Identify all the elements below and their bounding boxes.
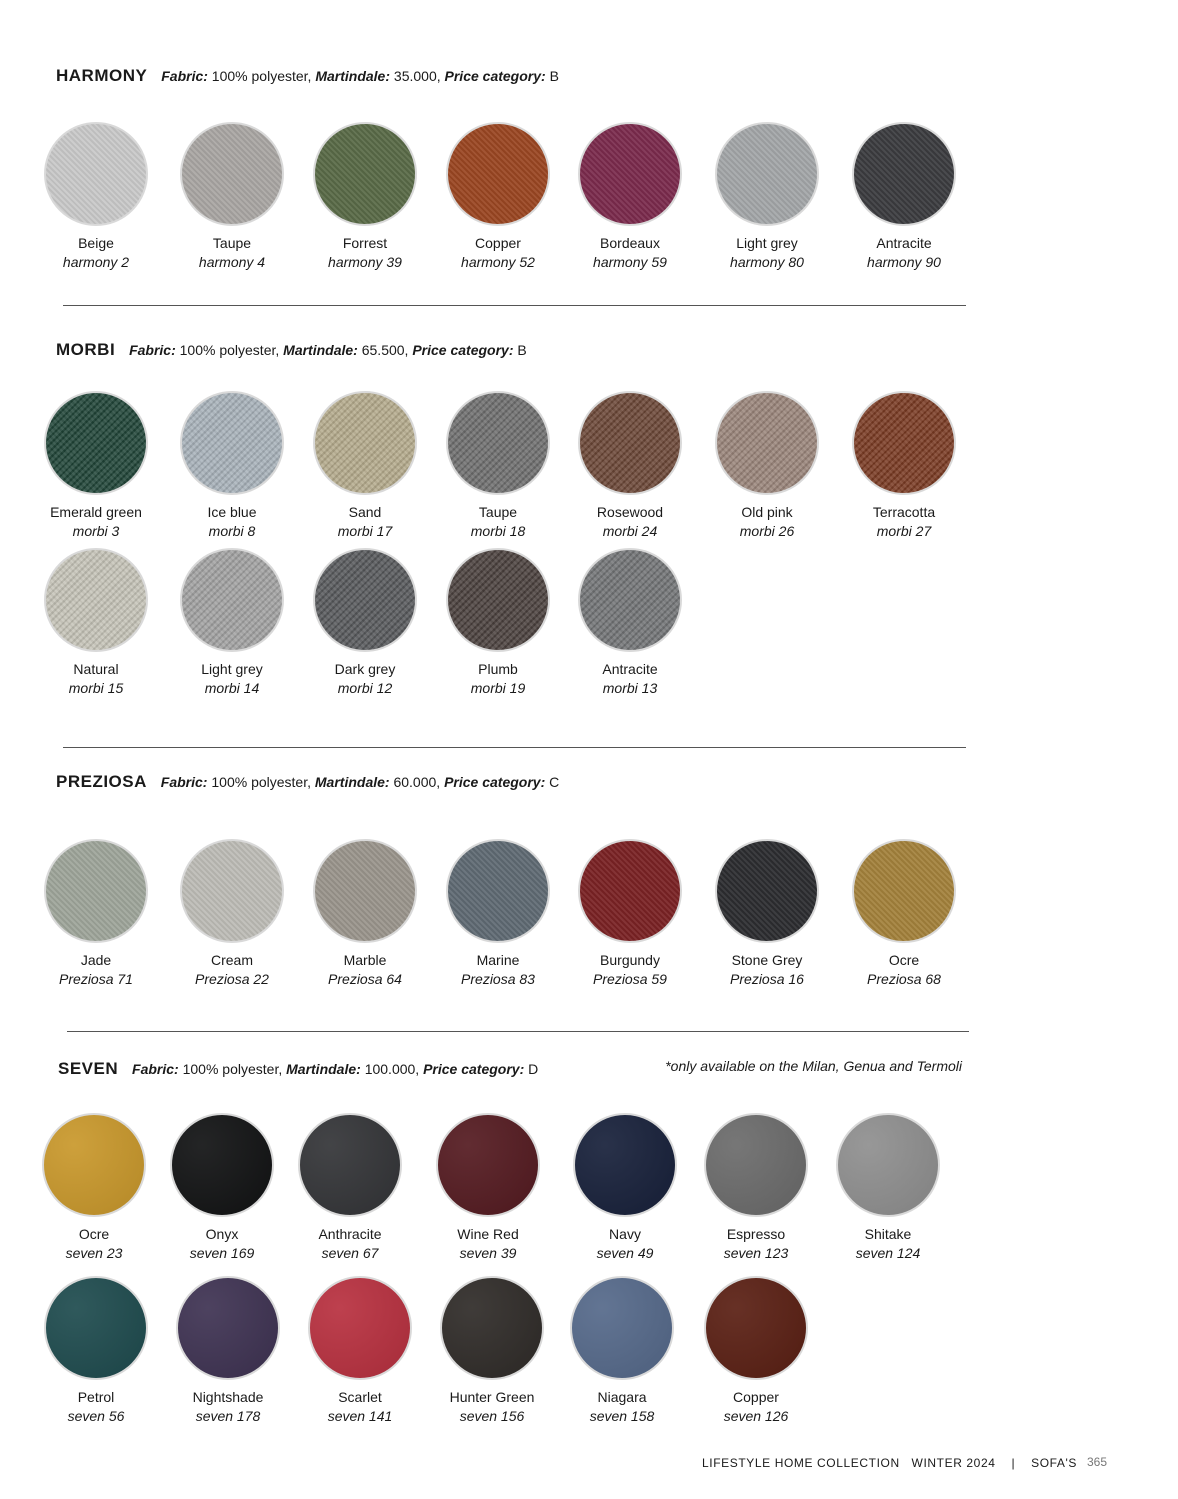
swatch-code: Preziosa 16 — [730, 971, 804, 987]
section-title: HARMONY — [56, 66, 148, 85]
swatch-label: Jade — [80, 952, 112, 968]
swatch-code: morbi 14 — [204, 680, 260, 696]
swatch-label: Natural — [73, 661, 119, 677]
swatch-label: Marine — [476, 952, 520, 968]
color-swatch — [697, 122, 837, 271]
fabric-label: Fabric: — [161, 68, 208, 84]
fabric-swatch-circle — [308, 1276, 412, 1380]
color-swatch — [428, 548, 568, 697]
color-swatch — [290, 1276, 430, 1425]
swatch-label: Terracotta — [872, 504, 936, 520]
martindale-value: 100.000, — [360, 1061, 424, 1077]
swatch-label: Taupe — [212, 235, 252, 251]
price-value: C — [545, 774, 560, 790]
color-swatch — [697, 839, 837, 988]
footer-collection: LIFESTYLE HOME COLLECTION — [702, 1456, 900, 1470]
fabric-swatch-circle — [578, 839, 682, 943]
swatch-code: Preziosa 64 — [328, 971, 402, 987]
swatch-code: seven 156 — [459, 1408, 525, 1424]
swatch-label: Copper — [733, 1389, 779, 1405]
swatch-code: harmony 80 — [730, 254, 804, 270]
swatch-code: seven 123 — [723, 1245, 789, 1261]
fabric-label: Fabric: — [160, 774, 208, 790]
color-swatch — [422, 1276, 562, 1425]
color-swatch — [26, 1276, 166, 1425]
swatch-code: seven 124 — [855, 1245, 921, 1261]
fabric-swatch-circle — [446, 122, 550, 226]
swatch-label: Burgundy — [600, 952, 660, 968]
swatch-label: Bordeaux — [600, 235, 660, 251]
martindale-value: 65.500, — [357, 342, 413, 358]
fabric-swatch-circle — [42, 1113, 146, 1217]
section-divider — [63, 305, 966, 306]
color-swatch — [560, 839, 700, 988]
swatch-label: Marble — [343, 952, 387, 968]
fabric-swatch-circle — [715, 122, 819, 226]
swatch-label: Anthracite — [318, 1226, 382, 1242]
color-swatch — [152, 1113, 292, 1262]
fabric-value: 100% polyester, — [175, 342, 284, 358]
fabric-swatch-circle — [180, 839, 284, 943]
color-swatch — [418, 1113, 558, 1262]
swatch-label: Taupe — [478, 504, 518, 520]
price-label: Price category: — [444, 774, 546, 790]
martindale-label: Martindale: — [286, 1061, 361, 1077]
color-swatch — [428, 122, 568, 271]
fabric-swatch-circle — [446, 391, 550, 495]
color-swatch — [560, 122, 700, 271]
color-swatch — [295, 122, 435, 271]
swatch-label: Dark grey — [334, 661, 396, 677]
swatch-label: Ocre — [78, 1226, 110, 1242]
swatch-code: seven 158 — [589, 1408, 655, 1424]
fabric-swatch-circle — [704, 1276, 808, 1380]
fabric-swatch-circle — [44, 839, 148, 943]
swatch-code: morbi 3 — [72, 523, 120, 539]
fabric-swatch-circle — [852, 839, 956, 943]
fabric-swatch-circle — [446, 548, 550, 652]
color-swatch — [162, 839, 302, 988]
swatch-label: Cream — [210, 952, 253, 968]
color-swatch — [552, 1276, 692, 1425]
swatch-code: Preziosa 71 — [59, 971, 133, 987]
color-swatch — [26, 548, 166, 697]
swatch-label: Nightshade — [192, 1389, 264, 1405]
swatch-label: Scarlet — [338, 1389, 382, 1405]
swatch-code: harmony 2 — [62, 254, 130, 270]
color-swatch — [295, 839, 435, 988]
section-divider — [63, 747, 966, 748]
swatch-label: Beige — [78, 235, 114, 251]
color-swatch — [834, 391, 974, 540]
fabric-swatch-circle — [836, 1113, 940, 1217]
swatch-code: morbi 19 — [470, 680, 526, 696]
swatch-label: Ocre — [888, 952, 920, 968]
color-swatch — [428, 391, 568, 540]
fabric-swatch-circle — [715, 839, 819, 943]
swatch-code: morbi 13 — [602, 680, 658, 696]
color-swatch — [26, 839, 166, 988]
color-swatch — [280, 1113, 420, 1262]
swatch-code: seven 23 — [65, 1245, 123, 1261]
swatch-code: morbi 8 — [208, 523, 256, 539]
price-label: Price category: — [423, 1061, 525, 1077]
swatch-code: harmony 59 — [593, 254, 667, 270]
fabric-swatch-circle — [573, 1113, 677, 1217]
color-swatch — [560, 391, 700, 540]
fabric-value: 100% polyester, — [207, 68, 316, 84]
fabric-swatch-circle — [852, 122, 956, 226]
fabric-swatch-circle — [704, 1113, 808, 1217]
section-title: MORBI — [56, 340, 116, 359]
swatch-label: Light grey — [201, 661, 263, 677]
color-swatch — [295, 548, 435, 697]
swatch-code: seven 126 — [723, 1408, 789, 1424]
swatch-code: morbi 24 — [602, 523, 658, 539]
swatch-label: Antracite — [602, 661, 658, 677]
fabric-swatch-circle — [436, 1113, 540, 1217]
swatch-label: Plumb — [478, 661, 518, 677]
swatch-label: Wine Red — [457, 1226, 519, 1242]
price-value: B — [513, 342, 527, 358]
fabric-swatch-circle — [44, 1276, 148, 1380]
price-value: D — [524, 1061, 539, 1077]
color-swatch — [686, 1113, 826, 1262]
footer-separator: | — [1011, 1456, 1016, 1470]
color-swatch — [697, 391, 837, 540]
fabric-swatch-circle — [313, 839, 417, 943]
color-swatch — [162, 122, 302, 271]
swatch-code: seven 56 — [67, 1408, 125, 1424]
fabric-swatch-circle — [313, 391, 417, 495]
martindale-value: 35.000, — [390, 68, 445, 84]
swatch-label: Ice blue — [207, 504, 257, 520]
section-heading — [58, 1059, 538, 1079]
footer-category: SOFA'S — [1031, 1456, 1077, 1470]
fabric-swatch-circle — [44, 122, 148, 226]
fabric-swatch-circle — [852, 391, 956, 495]
fabric-swatch-circle — [313, 548, 417, 652]
swatch-label: Light grey — [736, 235, 798, 251]
swatch-label: Antracite — [876, 235, 932, 251]
swatch-code: seven 49 — [596, 1245, 654, 1261]
section-heading — [56, 340, 527, 360]
footer-season: WINTER 2024 — [911, 1456, 996, 1470]
fabric-swatch-circle — [440, 1276, 544, 1380]
swatch-label: Copper — [475, 235, 521, 251]
availability-note: *only available on the Milan, Genua and Termoli — [665, 1058, 962, 1074]
fabric-swatch-circle — [578, 391, 682, 495]
swatch-code: Preziosa 22 — [195, 971, 269, 987]
section-title: PREZIOSA — [56, 772, 147, 791]
fabric-swatch-circle — [578, 548, 682, 652]
swatch-code: harmony 4 — [198, 254, 266, 270]
swatch-code: Preziosa 83 — [461, 971, 535, 987]
swatch-code: Preziosa 68 — [867, 971, 941, 987]
swatch-label: Hunter Green — [449, 1389, 535, 1405]
swatch-code: harmony 52 — [461, 254, 535, 270]
fabric-swatch-circle — [180, 548, 284, 652]
fabric-swatch-circle — [446, 839, 550, 943]
fabric-swatch-circle — [298, 1113, 402, 1217]
fabric-swatch-circle — [578, 122, 682, 226]
color-swatch — [24, 1113, 164, 1262]
swatch-code: morbi 26 — [739, 523, 795, 539]
swatch-code: harmony 39 — [328, 254, 402, 270]
color-swatch — [295, 391, 435, 540]
fabric-label: Fabric: — [129, 342, 176, 358]
section-heading — [56, 66, 559, 86]
swatch-label: Niagara — [597, 1389, 647, 1405]
swatch-label: Shitake — [864, 1226, 912, 1242]
fabric-swatch-circle — [180, 391, 284, 495]
price-value: B — [545, 68, 559, 84]
price-label: Price category: — [412, 342, 514, 358]
swatch-code: seven 39 — [459, 1245, 517, 1261]
color-swatch — [26, 391, 166, 540]
swatch-code: morbi 12 — [337, 680, 393, 696]
swatch-label: Old pink — [741, 504, 793, 520]
martindale-label: Martindale: — [315, 68, 391, 84]
color-swatch — [834, 122, 974, 271]
fabric-swatch-circle — [313, 122, 417, 226]
swatch-code: seven 169 — [189, 1245, 255, 1261]
color-swatch — [834, 839, 974, 988]
color-swatch — [428, 839, 568, 988]
swatch-code: harmony 90 — [867, 254, 941, 270]
section-title: SEVEN — [58, 1059, 119, 1078]
page-number: 365 — [1087, 1455, 1108, 1469]
fabric-value: 100% polyester, — [178, 1061, 287, 1077]
swatch-label: Rosewood — [596, 504, 664, 520]
swatch-code: seven 141 — [327, 1408, 393, 1424]
section-divider — [67, 1031, 969, 1032]
color-swatch — [686, 1276, 826, 1425]
fabric-swatch-circle — [44, 548, 148, 652]
color-swatch — [26, 122, 166, 271]
swatch-code: seven 178 — [195, 1408, 261, 1424]
fabric-swatch-circle — [176, 1276, 280, 1380]
color-swatch — [560, 548, 700, 697]
swatch-label: Sand — [348, 504, 382, 520]
color-swatch — [162, 391, 302, 540]
fabric-swatch-circle — [570, 1276, 674, 1380]
martindale-label: Martindale: — [314, 774, 390, 790]
fabric-value: 100% polyester, — [207, 774, 315, 790]
fabric-swatch-circle — [170, 1113, 274, 1217]
color-swatch — [555, 1113, 695, 1262]
fabric-label: Fabric: — [132, 1061, 179, 1077]
swatch-label: Onyx — [205, 1226, 239, 1242]
fabric-swatch-circle — [180, 122, 284, 226]
swatch-code: Preziosa 59 — [593, 971, 667, 987]
swatch-label: Emerald green — [50, 504, 142, 520]
swatch-label: Stone Grey — [731, 952, 803, 968]
swatch-code: morbi 15 — [68, 680, 124, 696]
swatch-code: morbi 18 — [470, 523, 526, 539]
swatch-label: Espresso — [726, 1226, 786, 1242]
swatch-label: Petrol — [77, 1389, 115, 1405]
color-swatch — [818, 1113, 958, 1262]
swatch-code: seven 67 — [321, 1245, 379, 1261]
page-footer — [702, 1456, 1077, 1470]
section-heading — [56, 772, 559, 792]
color-swatch — [162, 548, 302, 697]
fabric-swatch-circle — [44, 391, 148, 495]
price-label: Price category: — [444, 68, 546, 84]
swatch-code: morbi 17 — [337, 523, 393, 539]
swatch-code: morbi 27 — [876, 523, 932, 539]
color-swatch — [158, 1276, 298, 1425]
fabric-swatch-circle — [715, 391, 819, 495]
swatch-label: Navy — [609, 1226, 641, 1242]
martindale-value: 60.000, — [389, 774, 445, 790]
martindale-label: Martindale: — [283, 342, 358, 358]
swatch-label: Forrest — [342, 235, 388, 251]
